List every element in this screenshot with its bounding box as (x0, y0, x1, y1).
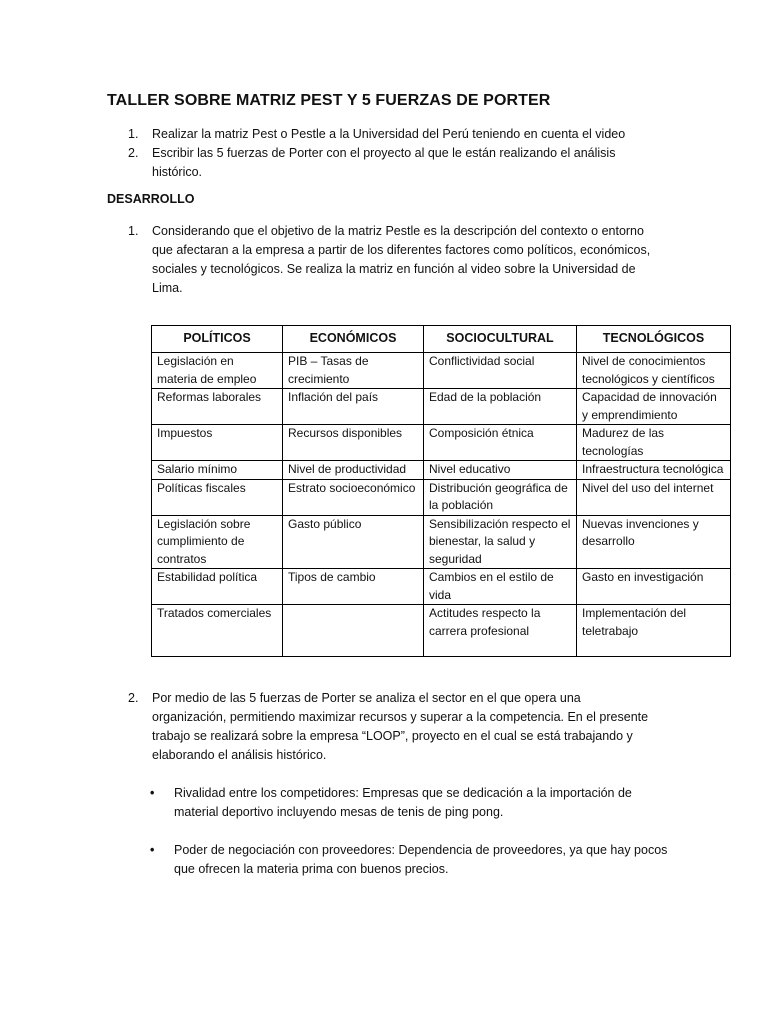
task-number: 2. (128, 146, 139, 160)
paragraph (128, 689, 658, 765)
task-number: 1. (128, 127, 139, 141)
table-cell: Impuestos (152, 425, 283, 461)
table-cell: Estrato socioeconómico (283, 479, 424, 515)
table-row (152, 461, 731, 480)
task-text: Escribir las 5 fuerzas de Porter con el proyecto al que le están realizando el análisis histórico. (152, 146, 616, 179)
paragraph-text: Por medio de las 5 fuerzas de Porter se analiza el sector en el que opera una organización, permitiendo maximizar recursos y superar a la competencia. En el presente trabajo se realizará sobre la empresa “LOOP”, proyecto en el cual se está trabajando y elaborando el análisis histórico. (152, 691, 649, 762)
development-point-1 (128, 222, 658, 298)
development-point-2 (128, 689, 658, 765)
table-cell: Composición étnica (424, 425, 577, 461)
table-cell: Actitudes respecto la carrera profesional (424, 605, 577, 657)
task-item (128, 125, 648, 144)
bullet-text: Rivalidad entre los competidores: Empresas que se dedicación a la importación de material deportivo incluyendo mesas de tenis de ping pong. (174, 786, 632, 819)
table-cell: Nivel del uso del internet (577, 479, 731, 515)
table-cell: Conflictividad social (424, 353, 577, 389)
paragraph-number: 2. (128, 691, 139, 705)
bullet-list (150, 784, 670, 822)
table-cell: Nuevas invenciones y desarrollo (577, 515, 731, 569)
table-cell: Gasto público (283, 515, 424, 569)
table-cell: Nivel educativo (424, 461, 577, 480)
table-row (152, 515, 731, 569)
header-politicos: POLÍTICOS (152, 326, 283, 353)
header-economicos: ECONÓMICOS (283, 326, 424, 353)
bullet-text: Poder de negociación con proveedores: Dependencia de proveedores, ya que hay pocos que ofrecen la materia prima con buenos precios. (174, 843, 668, 876)
table-row (152, 389, 731, 425)
task-item (128, 144, 648, 182)
table-cell: Distribución geográfica de la población (424, 479, 577, 515)
table-cell: Legislación sobre cumplimiento de contratos (152, 515, 283, 569)
table-cell: Sensibilización respecto el bienestar, la salud y seguridad (424, 515, 577, 569)
document-title: TALLER SOBRE MATRIZ PEST Y 5 FUERZAS DE PORTER (107, 92, 551, 109)
table-cell: Tipos de cambio (283, 569, 424, 605)
table-row (152, 353, 731, 389)
table-cell: Nivel de conocimientos tecnológicos y científicos (577, 353, 731, 389)
bullet-list (150, 841, 670, 879)
pest-matrix-table (151, 325, 731, 657)
table-row (152, 569, 731, 605)
table-row (152, 479, 731, 515)
table-cell: Cambios en el estilo de vida (424, 569, 577, 605)
table-cell: Inflación del país (283, 389, 424, 425)
section-heading: DESARROLLO (107, 192, 195, 206)
table-cell: Legislación en materia de empleo (152, 353, 283, 389)
table-cell: Madurez de las tecnologías (577, 425, 731, 461)
table-cell: Implementación del teletrabajo (577, 605, 731, 657)
paragraph-number: 1. (128, 224, 139, 238)
table-cell: Estabilidad política (152, 569, 283, 605)
list-item (150, 784, 670, 822)
task-list (128, 125, 648, 182)
bullet-icon: • (150, 843, 155, 857)
table-cell: PIB – Tasas de crecimiento (283, 353, 424, 389)
table-cell: Salario mínimo (152, 461, 283, 480)
header-tecnologicos: TECNOLÓGICOS (577, 326, 731, 353)
task-text: Realizar la matriz Pest o Pestle a la Universidad del Perú teniendo en cuenta el video (152, 127, 626, 141)
table-cell: Nivel de productividad (283, 461, 424, 480)
table-row (152, 425, 731, 461)
table-cell: Infraestructura tecnológica (577, 461, 731, 480)
paragraph-text: Considerando que el objetivo de la matriz Pestle es la descripción del contexto o entorno que afectaran a la empresa a partir de los diferentes factores como políticos, económicos, sociales y tecnológicos. Se realiza la matriz en función al video sobre la Universidad de Lima. (152, 224, 651, 295)
table-cell (283, 605, 424, 657)
table-cell: Reformas laborales (152, 389, 283, 425)
table-row (152, 605, 731, 657)
table-cell: Gasto en investigación (577, 569, 731, 605)
table-cell: Edad de la población (424, 389, 577, 425)
paragraph (128, 222, 658, 298)
table-cell: Capacidad de innovación y emprendimiento (577, 389, 731, 425)
table-cell: Recursos disponibles (283, 425, 424, 461)
bullet-icon: • (150, 786, 155, 800)
table-cell: Tratados comerciales (152, 605, 283, 657)
table-header-row (152, 326, 731, 353)
header-sociocultural: SOCIOCULTURAL (424, 326, 577, 353)
list-item (150, 841, 670, 879)
table-cell: Políticas fiscales (152, 479, 283, 515)
